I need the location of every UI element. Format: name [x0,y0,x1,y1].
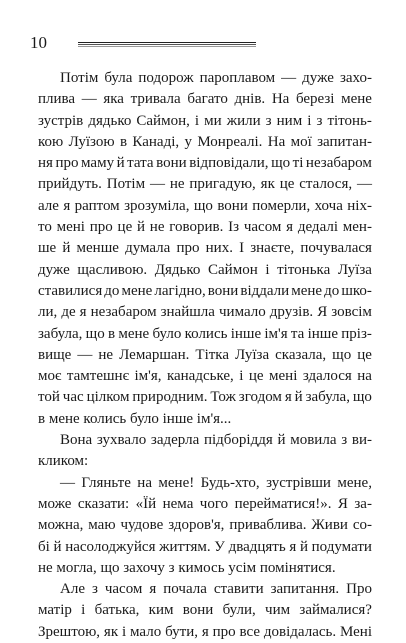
text-line: не могла, що захочу з кимось усім помінятися. [38,559,336,576]
text-line: дуже щасливою. Дядько Саймон і тітонька Луїза [38,261,372,278]
text-line: той час цілком природним. Тож згодом я й забула, що [38,389,372,406]
text-line: плива — яка тривала багато днів. На березі мене [38,91,372,108]
text-line: моє тамтешнє ім'я, канадське, і це мені здалося на [38,368,372,385]
text-line: ня про маму й тата вони відповідали, що ті незабаром [38,155,372,172]
text-line: може сказати: «Їй нема чого перейматися!». Я за- [38,495,372,512]
text-line: — Гляньте на мене! Будь-хто, зустрівши мене, [60,474,372,491]
body-text [38,68,372,643]
text-line: кою Луїзою в Канаді, у Монреалі. На мої запитан- [38,133,372,150]
text-line: Але з часом я почала ставити запитання. Про [60,581,372,598]
text-line: кликом: [38,453,89,470]
text-line: зустрів дядько Саймон, і ми жили з ним і з тітонь- [38,112,372,129]
text-line: Вона зухвало задерла підборіддя й мовила з ви- [60,432,372,449]
text-line: то мені про це й не говорив. Із часом я дедалі мен- [38,219,372,236]
text-line: бі й насолоджуйся життям. У двадцять я й подумати [38,538,372,555]
page-header [30,33,370,53]
text-line: Зрештою, як і мало бути, я про все довідалась. Мені [38,623,372,640]
text-line: прийдуть. Потім — не пригадую, як це сталося, — [38,176,372,193]
text-line: можна, маю чудове здоров'я, приваблива. Живи со- [38,517,372,534]
header-rule [78,42,256,47]
text-line: ше й менше думала про них. І знаєте, почувалася [38,240,372,257]
text-line: вище — не Лемаршан. Тітка Луїза сказала, що це [38,346,372,363]
text-line: Потім була подорож пароплавом — дуже захо- [60,70,372,86]
text-line: в мене колись було інше ім'я... [38,410,232,427]
text-line: ставилися до мене лагідно, вони віддали мене до шко- [38,282,372,299]
text-line: але я раптом зрозуміла, що вони померли, хоча ніх- [38,197,372,214]
text-line: ли, де я незабаром знайшла чимало друзів. Я зовсім [38,304,372,321]
text-line: матір і батька, ким вони були, чим займалися? [38,602,372,619]
text-line: забула, що в мене було колись інше ім'я та інше пріз- [38,325,372,342]
page-number: 10 [30,33,47,52]
